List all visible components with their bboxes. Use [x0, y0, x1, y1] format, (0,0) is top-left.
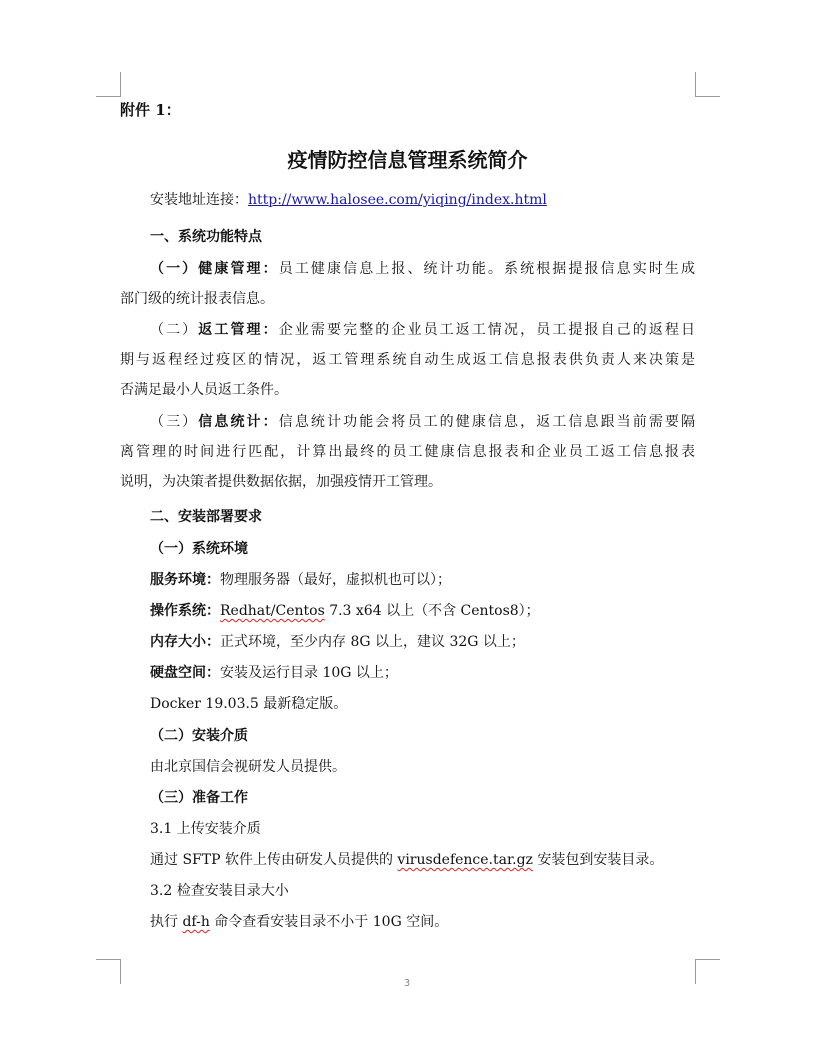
- disk-label: 硬盘空间：: [150, 665, 220, 681]
- section1-heading: 一、系统功能特点: [150, 229, 262, 245]
- health-text-1: 员工健康信息上报、统计功能。系统根据提报信息实时生成: [278, 261, 696, 277]
- step2-title: 3.2 检查安装目录大小: [150, 883, 289, 899]
- os-name: Redhat/Centos: [220, 603, 325, 619]
- stats-text-2: 离管理的时间进行匹配，计算出最终的员工健康信息报表和企业员工返工信息报表: [120, 444, 695, 460]
- health-text-2: 部门级的统计报表信息。: [120, 291, 274, 307]
- disk-text: 安装及运行目录 10G 以上；: [220, 665, 398, 681]
- stats-text-3: 说明，为决策者提供数据依据，加强疫情开工管理。: [120, 474, 442, 490]
- step2-suffix: 命令查看安装目录不小于 10G 空间。: [209, 914, 449, 930]
- step1-line: [150, 850, 663, 870]
- stats-prefix: （三）: [150, 414, 199, 430]
- attachment-label: 附件 1：: [120, 101, 181, 119]
- env-heading: （一）系统环境: [150, 541, 248, 557]
- return-text-1: 企业需要完整的企业员工返工情况，员工提报自己的返程日: [278, 322, 696, 338]
- section2-heading: 二、安装部署要求: [150, 509, 262, 525]
- step1-suffix: 安装包到安装目录。: [532, 852, 664, 868]
- page-number: 3: [403, 978, 411, 989]
- step2-prefix: 执行: [150, 914, 183, 930]
- stats-label: 信息统计：: [198, 414, 279, 430]
- return-paragraph-line1: [150, 320, 695, 340]
- disk-line: [150, 663, 398, 683]
- return-prefix: （二）: [150, 322, 199, 338]
- memory-text: 正式环境，至少内存 8G 以上，建议 32G 以上；: [220, 634, 525, 650]
- install-address-line: [150, 190, 547, 210]
- stats-paragraph-line1: [150, 412, 695, 432]
- server-env-line: [150, 570, 451, 590]
- server-label: 服务环境：: [150, 572, 220, 588]
- step2-command: df-h: [182, 914, 210, 930]
- return-text-3: 否满足最小人员返工条件。: [120, 382, 288, 398]
- document-title: 疫情防控信息管理系统简介: [287, 148, 528, 172]
- crop-mark-top-left: [96, 72, 121, 97]
- return-label: 返工管理：: [198, 322, 279, 338]
- server-text: 物理服务器（最好，虚拟机也可以）；: [220, 572, 451, 588]
- step1-prefix: 通过 SFTP 软件上传由研发人员提供的: [150, 852, 398, 868]
- memory-line: [150, 632, 525, 652]
- os-label: 操作系统：: [150, 603, 220, 619]
- step2-line: [150, 912, 448, 932]
- step1-file: virusdefence.tar.gz: [397, 852, 533, 868]
- return-text-2: 期与返程经过疫区的情况，返工管理系统自动生成返工信息报表供负责人来决策是: [120, 352, 695, 368]
- os-line: [150, 601, 540, 621]
- stats-text-1: 信息统计功能会将员工的健康信息，返工信息跟当前需要隔: [278, 414, 696, 430]
- install-address-label: 安装地址连接：: [150, 192, 248, 208]
- health-paragraph-line1: [150, 259, 695, 279]
- prep-heading: （三）准备工作: [150, 790, 248, 806]
- crop-mark-top-right: [695, 72, 720, 97]
- media-text: 由北京国信会视研发人员提供。: [150, 759, 346, 775]
- docker-line: Docker 19.03.5 最新稳定版。: [150, 696, 348, 712]
- memory-label: 内存大小：: [150, 634, 220, 650]
- install-address-link[interactable]: http://www.halosee.com/yiqing/index.html: [248, 192, 547, 208]
- os-text: 7.3 x64 以上（不含 Centos8）；: [324, 603, 540, 619]
- step1-title: 3.1 上传安装介质: [150, 821, 261, 837]
- health-label: （一）健康管理：: [150, 261, 279, 277]
- media-heading: （二）安装介质: [150, 728, 248, 744]
